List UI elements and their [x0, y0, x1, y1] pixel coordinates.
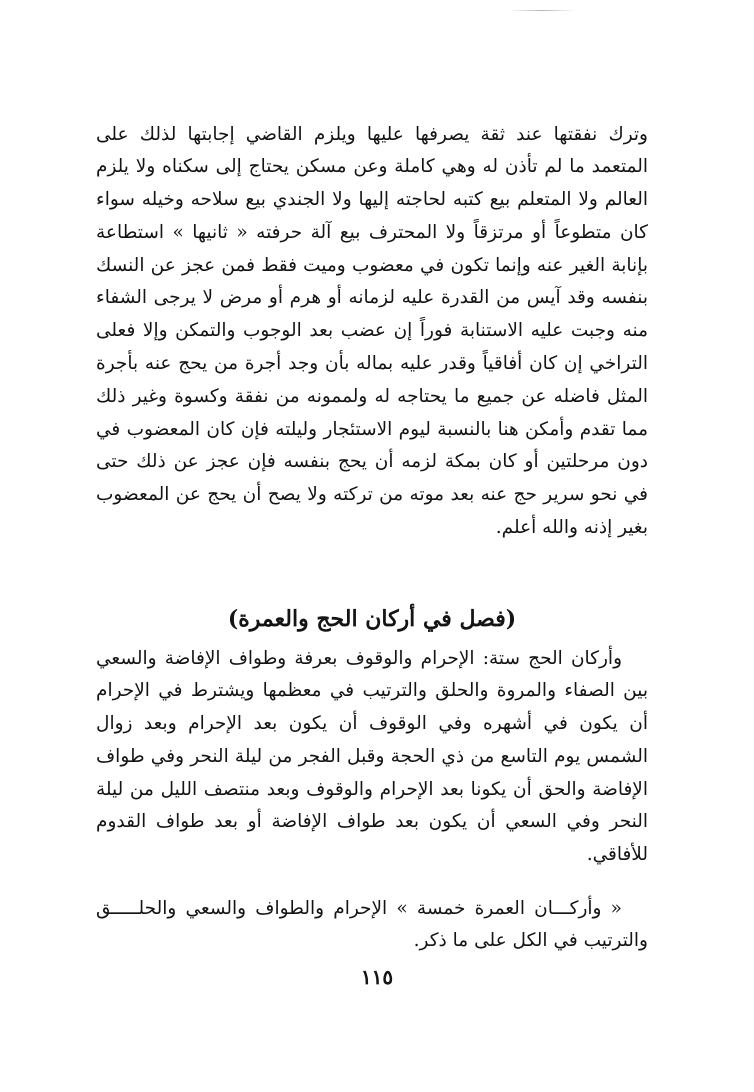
body-paragraph-1: وترك نفقتها عند ثقة يصرفها عليها ويلزم القاضي إجابتها لذلك على المتعمد ما لم تأذن له وهي كاملة وعن مسكن يحتاج إلى سكناه ولا يلزم العالم ولا المتعلم بيع كتبه لحاجته إليها ولا الجندي بيع سلاحه وخيله سواء كان متطوعاً أو مرتزقاً ولا المحترف بيع آلة حرفته « ثانيها » استطاعة بإنابة الغير عنه وإنما تكون في معضوب وميت فقط فمن عجز عن النسك بنفسه وقد آيس من القدرة عليه لزمانه أو هرم أو مرض لا يرجى الشفاء منه وجبت عليه الاستنابة فوراً إن عضب بعد الوجوب والتمكن وإلا فعلى التراخي إن كان أفاقياً وقدر عليه بماله بأن وجد أجرة من يحج عنه بأجرة المثل فاضله عن جميع ما يحتاجه له ولممونه من نفقة وكسوة وغير ذلك مما تقدم وأمكن هنا بالنسبة ليوم الاستئجار وليلته فإن كان المعضوب في دون مرحلتين أو كان بمكة لزمه أن يحج بنفسه فإن عجز عن ذلك حتى في نحو سرير حج عنه بعد موته من تركته ولا يصح أن يحج عن المعضوب بغير إذنه والله أعلم.: [96, 123, 648, 539]
body-paragraph-2: وأركان الحج ستة: الإحرام والوقوف بعرفة وطواف الإفاضة والسعي بين الصفاء والمروة والحلق والترتيب في معظمها ويشترط في الإحرام أن يكون في أشهره وفي الوقوف أن يكون بعد الإحرام وبعد زوال الشمس يوم التاسع من ذي الحجة وقبل الفجر من ليلة النحر وفي طواف الإفاضة والحق أن يكونا بعد الإحرام والوقوف وبعد منتصف الليل من ليلة النحر وفي السعي أن يكون بعد طواف الإفاضة أو بعد طواف القدوم للأفاقي.: [96, 647, 648, 866]
page-number: ١١٥: [360, 965, 394, 989]
body-paragraph-3: « وأركـــان العمرة خمسة » الإحرام والطواف والسعي والحلـــــق والترتيب في الكل على ما ذكر.: [96, 897, 648, 952]
body-paragraph-2-container: [96, 643, 648, 873]
section-heading: (فصل في أركان الحج والعمرة): [227, 606, 517, 633]
body-paragraph-3-container: [96, 893, 648, 959]
scan-artifact-line: [508, 10, 576, 11]
